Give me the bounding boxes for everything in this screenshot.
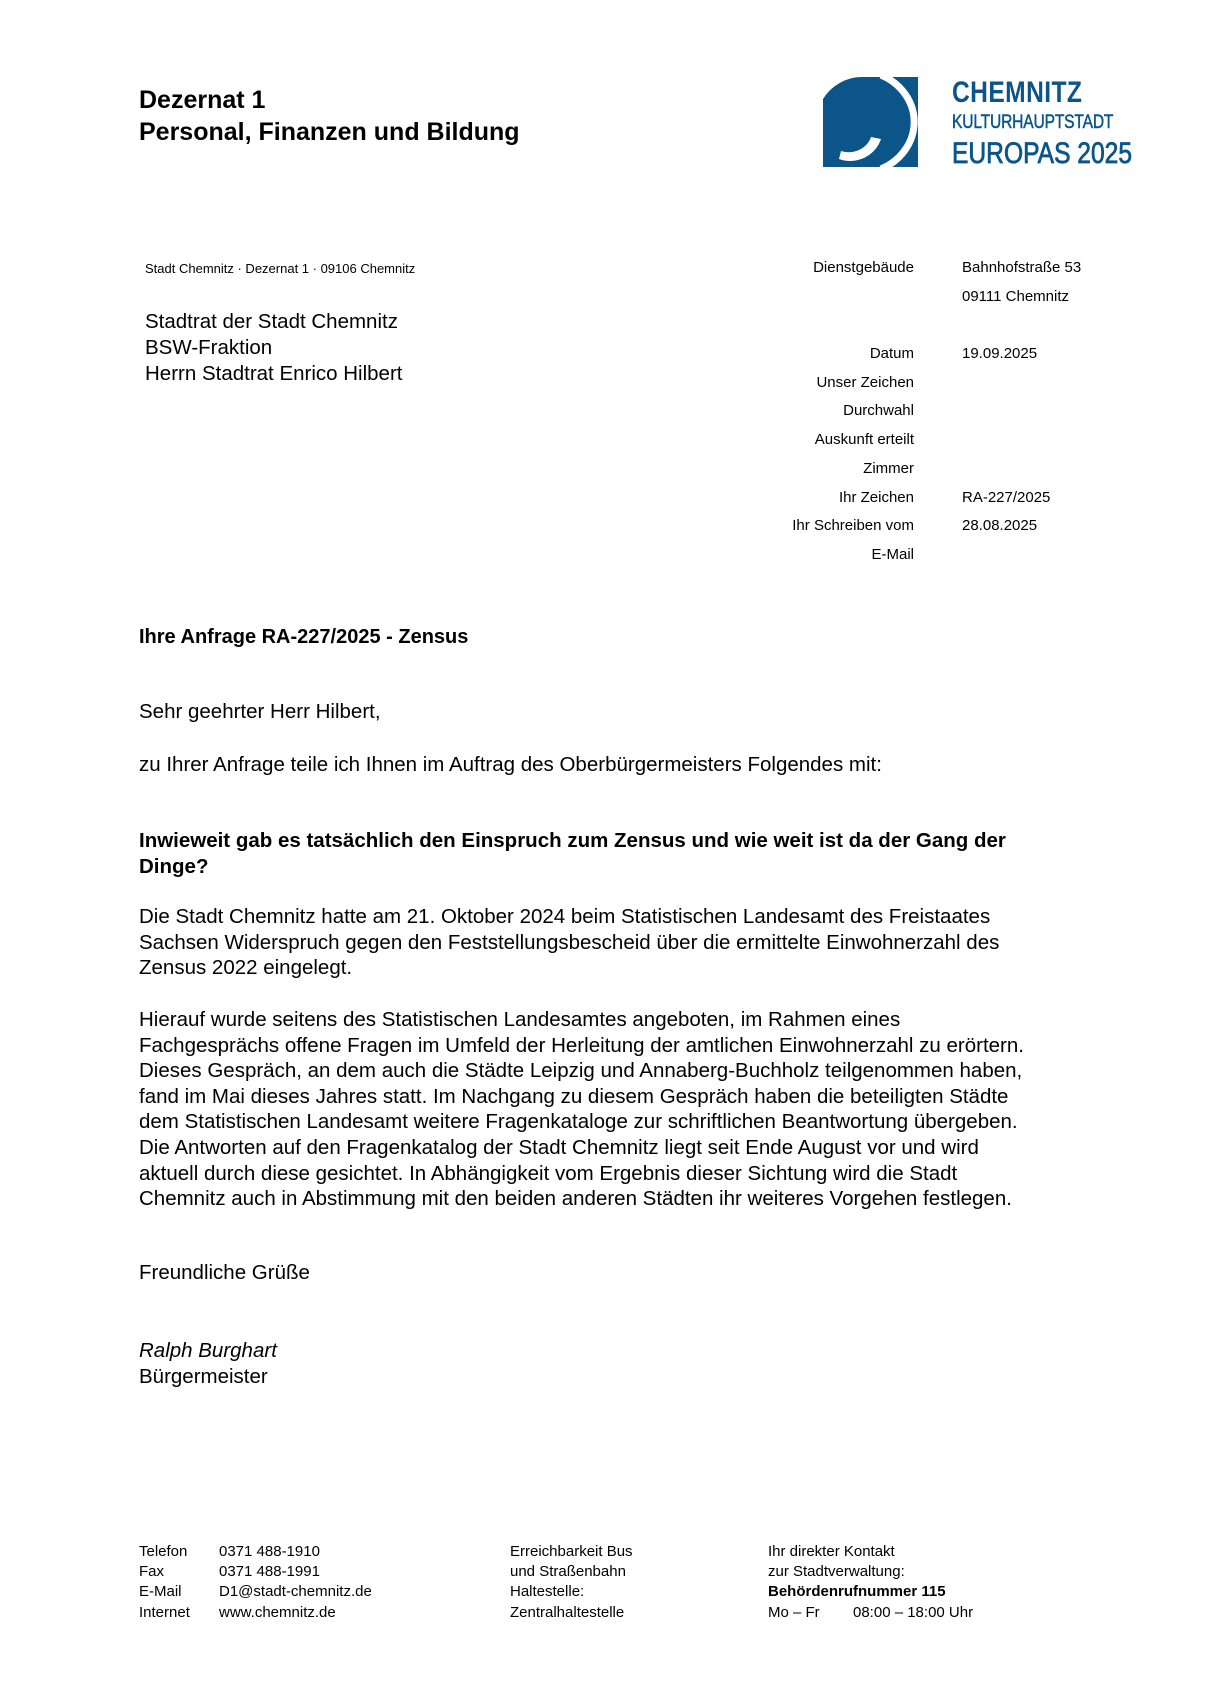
footer-label: Internet bbox=[139, 1603, 190, 1621]
meta-label: Ihr Schreiben vom bbox=[792, 517, 914, 535]
paragraph-line: aktuell durch diese gesichtet. In Abhängigkeit vom Ergebnis dieser Sichtung wird die Stadt bbox=[139, 1161, 958, 1185]
footer-phone: 0371 488-1910 bbox=[219, 1543, 320, 1560]
meta-label: Zimmer bbox=[863, 459, 914, 477]
chemnitz-c-logo-icon bbox=[823, 77, 918, 167]
meta-value: Bahnhofstraße 53 bbox=[962, 259, 1082, 276]
signer-title: Bürgermeister bbox=[139, 1365, 268, 1388]
paragraph-line: Dieses Gespräch, an dem auch die Städte Leipzig und Annaberg-Buchholz teilgenommen haben, bbox=[139, 1059, 1023, 1083]
logo-line-kulturhauptstadt: KULTURHAUPTSTADT bbox=[952, 112, 1114, 133]
question-line: Dinge? bbox=[139, 854, 209, 878]
letter-meta-block bbox=[720, 259, 1160, 575]
meta-label: Dienstgebäude bbox=[813, 259, 914, 276]
recipient-line: BSW-Fraktion bbox=[145, 336, 273, 359]
paragraph-line: Die Stadt Chemnitz hatte am 21. Oktober 2024 beim Statistischen Landesamt des Freistaates bbox=[139, 905, 991, 928]
meta-row-spacer bbox=[720, 316, 1160, 345]
meta-label: E-Mail bbox=[871, 545, 914, 563]
footer-transit-line: Erreichbarkeit Bus bbox=[510, 1543, 633, 1560]
paragraph-line: dem Statistischen Landesamt weitere Fragenkataloge zur schriftlichen Beantwortung übergeben. bbox=[139, 1110, 1018, 1134]
meta-row-email bbox=[720, 546, 1160, 575]
footer-transit-info bbox=[510, 1542, 633, 1623]
logo-line-chemnitz: CHEMNITZ bbox=[952, 76, 1083, 109]
letter-intro: zu Ihrer Anfrage teile ich Ihnen im Auftrag des Oberbürgermeisters Folgendes mit: bbox=[139, 753, 882, 776]
meta-row-address bbox=[720, 288, 1160, 317]
footer-transit-line: und Straßenbahn bbox=[510, 1563, 626, 1581]
answer-paragraph-1 bbox=[139, 904, 1109, 981]
meta-row-auskunft bbox=[720, 431, 1160, 460]
footer-label: E-Mail bbox=[139, 1583, 182, 1601]
recipient-address bbox=[145, 309, 402, 387]
footer-label: Fax bbox=[139, 1563, 165, 1581]
letter-salutation: Sehr geehrter Herr Hilbert, bbox=[139, 700, 381, 723]
department-title: Dezernat 1 bbox=[139, 86, 266, 114]
footer-website-link[interactable]: www.chemnitz.de bbox=[219, 1603, 336, 1621]
signer-name: Ralph Burghart bbox=[139, 1339, 277, 1362]
footer-days: Mo – Fr bbox=[768, 1603, 820, 1621]
footer-transit-line: Haltestelle: bbox=[510, 1583, 585, 1601]
meta-row-ihr-schreiben bbox=[720, 517, 1160, 546]
letter-closing: Freundliche Grüße bbox=[139, 1261, 310, 1284]
meta-value: 09111 Chemnitz bbox=[962, 287, 1070, 305]
footer-hotline: Behördenrufnummer 115 bbox=[768, 1583, 946, 1601]
meta-label: Datum bbox=[869, 345, 914, 363]
recipient-line: Stadtrat der Stadt Chemnitz bbox=[145, 310, 398, 333]
footer-transit-line: Zentralhaltestelle bbox=[510, 1603, 625, 1621]
recipient-line: Herrn Stadtrat Enrico Hilbert bbox=[145, 362, 403, 385]
footer-email-link[interactable]: D1@stadt-chemnitz.de bbox=[219, 1583, 372, 1601]
meta-value: 28.08.2025 bbox=[962, 517, 1038, 535]
logo-line-europas-2025: EUROPAS 2025 bbox=[952, 137, 1133, 170]
sender-return-address: Stadt Chemnitz · Dezernat 1 · 09106 Chemnitz bbox=[145, 261, 416, 276]
meta-label: Durchwahl bbox=[843, 402, 914, 420]
paragraph-line: Sachsen Widerspruch gegen den Feststellungsbescheid über die ermittelte Einwohnerzahl des bbox=[139, 930, 1000, 954]
paragraph-line: Zensus 2022 eingelegt. bbox=[139, 956, 353, 980]
letter-subject: Ihre Anfrage RA-227/2025 - Zensus bbox=[139, 626, 469, 648]
meta-row-dienstgebaeude bbox=[720, 259, 1160, 288]
footer-direct-contact bbox=[768, 1542, 973, 1623]
meta-label: Ihr Zeichen bbox=[838, 488, 914, 506]
meta-row-durchwahl bbox=[720, 402, 1160, 431]
meta-row-datum bbox=[720, 345, 1160, 374]
paragraph-line: Die Antworten auf den Fragenkatalog der Stadt Chemnitz liegt seit Ende August vor und wird bbox=[139, 1135, 979, 1159]
question-line: Inwieweit gab es tatsächlich den Einspruch zum Zensus und wie weit ist da der Gang der bbox=[139, 829, 1006, 852]
logo-wordmark bbox=[952, 76, 1132, 170]
paragraph-line: Hierauf wurde seitens des Statistischen Landesamtes angeboten, im Rahmen eines bbox=[139, 1008, 901, 1031]
paragraph-line: Fachgesprächs offene Fragen im Umfeld der Herleitung der amtlichen Einwohnerzahl zu erörtern. bbox=[139, 1033, 1024, 1057]
footer-hours-range: 08:00 – 18:00 Uhr bbox=[853, 1603, 974, 1621]
footer-direct-line: zur Stadtverwaltung: bbox=[768, 1563, 905, 1581]
meta-label: Unser Zeichen bbox=[816, 373, 914, 391]
footer-label: Telefon bbox=[139, 1543, 188, 1560]
meta-row-unser-zeichen bbox=[720, 374, 1160, 403]
paragraph-line: Chemnitz auch in Abstimmung mit den beiden anderen Städten ihr weiteres Vorgehen festlegen. bbox=[139, 1187, 1012, 1211]
meta-row-zimmer bbox=[720, 460, 1160, 489]
meta-row-ihr-zeichen bbox=[720, 489, 1160, 518]
department-subtitle: Personal, Finanzen und Bildung bbox=[139, 118, 520, 146]
footer-fax: 0371 488-1991 bbox=[219, 1563, 320, 1581]
footer-direct-line: Ihr direkter Kontakt bbox=[768, 1543, 895, 1560]
meta-value: RA-227/2025 bbox=[962, 488, 1051, 506]
footer-hours bbox=[768, 1603, 973, 1623]
question-heading bbox=[139, 828, 1109, 879]
answer-paragraph-2 bbox=[139, 1007, 1109, 1212]
meta-value: 19.09.2025 bbox=[962, 345, 1038, 363]
paragraph-line: fand im Mai dieses Jahres statt. Im Nachgang zu diesem Gespräch haben die beteiligten Städte bbox=[139, 1084, 1009, 1108]
meta-label: Auskunft erteilt bbox=[814, 431, 914, 449]
